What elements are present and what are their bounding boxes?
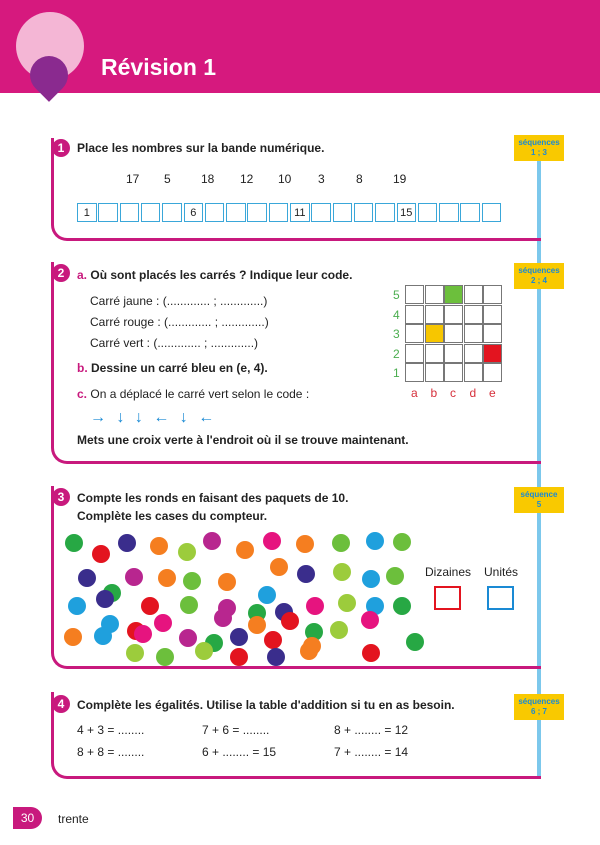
equation[interactable]: 6 + ........ = 15 (202, 745, 277, 759)
tag-line: séquence (520, 490, 558, 499)
grid-cell[interactable] (464, 363, 483, 382)
exercise-2-number: 2 (52, 264, 70, 282)
grid-cell[interactable] (444, 363, 463, 382)
part-b-letter: b. (77, 361, 88, 375)
counting-dot (362, 644, 380, 662)
answer-line-red[interactable]: Carré rouge : (............. ; .............) (90, 315, 269, 329)
counting-dot (65, 534, 83, 552)
counting-dot (218, 573, 236, 591)
sequence-line (537, 160, 541, 777)
number-line-cell[interactable] (141, 203, 161, 222)
equation[interactable]: 7 + ........ = 14 (334, 745, 409, 759)
grid-cell[interactable] (464, 324, 483, 343)
grid-cell[interactable] (425, 344, 444, 363)
counting-dot (281, 612, 299, 630)
part-c-final: Mets une croix verte à l'endroit où il se trouve maintenant. (77, 433, 409, 447)
number-line-cell[interactable] (333, 203, 353, 222)
grid-row-label: 1 (393, 366, 400, 380)
counting-dot (332, 534, 350, 552)
number-line-cell[interactable] (439, 203, 459, 222)
counting-dot (195, 642, 213, 660)
grid-cell[interactable] (425, 305, 444, 324)
part-a-text: Où sont placés les carrés ? Indique leur code. (90, 268, 353, 282)
counting-dot (393, 597, 411, 615)
exercise-1-tag (514, 135, 564, 161)
exercise-3-tag (514, 487, 564, 513)
counting-dot (366, 532, 384, 550)
counting-dot (94, 627, 112, 645)
tag-line: 5 (536, 500, 542, 509)
counting-dot (178, 543, 196, 561)
number-to-place: 17 (126, 172, 140, 186)
exercise-4-number: 4 (52, 695, 70, 713)
number-line-cell[interactable] (247, 203, 267, 222)
counting-dot (125, 568, 143, 586)
equation[interactable]: 4 + 3 = ........ (77, 723, 145, 737)
counting-dot (333, 563, 351, 581)
exercise-3-line-2: Complète les cases du compteur. (77, 509, 268, 523)
page-number: 30 (13, 807, 42, 829)
arrow-code: → ↓ ↓ ← ↓ ← (90, 409, 218, 426)
counting-dot (134, 625, 152, 643)
counting-dot (158, 569, 176, 587)
page-word: trente (58, 812, 89, 826)
dizaines-label: Dizaines (425, 565, 472, 579)
number-line-cell[interactable] (269, 203, 289, 222)
equation[interactable]: 8 + ........ = 12 (334, 723, 409, 737)
part-c-text: On a déplacé le carré vert selon le code : (90, 387, 310, 401)
number-line-cell[interactable] (375, 203, 395, 222)
number-to-place: 19 (393, 172, 407, 186)
grid-row-label: 2 (393, 346, 400, 361)
counting-dot (230, 648, 248, 666)
number-to-place: 5 (164, 172, 171, 186)
number-line-cell[interactable] (205, 203, 225, 222)
part-a (77, 268, 352, 282)
tag-line: séquences (518, 138, 560, 147)
counting-dot (126, 644, 144, 662)
counting-dot (338, 594, 356, 612)
counting-dot (361, 611, 379, 629)
counting-dot (150, 537, 168, 555)
tag-line: séquences (518, 697, 560, 706)
number-to-place: 10 (278, 172, 292, 186)
counting-dot (230, 628, 248, 646)
tag-line: 2 ; 4 (530, 276, 547, 285)
grid-col-label: b (430, 385, 438, 400)
grid-cell[interactable] (425, 324, 444, 343)
counting-dot (297, 565, 315, 583)
equation[interactable]: 8 + 8 = ........ (77, 745, 145, 759)
counting-dot (141, 597, 159, 615)
counting-dot (64, 628, 82, 646)
grid-cell[interactable] (483, 285, 502, 304)
counting-dot (78, 569, 96, 587)
number-line-cell[interactable] (162, 203, 182, 222)
counting-dot (156, 648, 174, 666)
number-line-cell[interactable]: 1 (77, 203, 97, 222)
counting-dot (267, 648, 285, 666)
counting-dot (180, 596, 198, 614)
grid-row-label: 5 (393, 288, 400, 302)
grid-cell[interactable] (405, 285, 424, 304)
counting-dot (154, 614, 172, 632)
number-line-cell[interactable] (120, 203, 140, 222)
counting-dot (393, 533, 411, 551)
grid-cell[interactable] (464, 285, 483, 304)
number-line-cell[interactable] (311, 203, 331, 222)
counting-dot (203, 532, 221, 550)
grid-cell[interactable] (425, 363, 444, 382)
counting-dot (68, 597, 86, 615)
counting-dot (263, 532, 281, 550)
grid-cell[interactable] (464, 305, 483, 324)
number-line-cell[interactable] (98, 203, 118, 222)
tag-line: 1 ; 3 (530, 148, 547, 157)
part-b-text: Dessine un carré bleu en (e, 4). (91, 361, 268, 375)
exercise-4-tag (514, 694, 564, 720)
counting-dot (248, 616, 266, 634)
grid-col-label: d (469, 385, 477, 400)
grid-col-label: c (450, 385, 456, 400)
number-line-cell[interactable] (226, 203, 246, 222)
counting-dot (386, 567, 404, 585)
answer-line-yellow[interactable]: Carré jaune : (............. ; .............) (90, 294, 268, 308)
counting-dot (330, 621, 348, 639)
counting-dot (118, 534, 136, 552)
part-c-letter: c. (77, 387, 88, 401)
number-line-cell[interactable] (482, 203, 502, 222)
counting-dot (236, 541, 254, 559)
counting-dot (296, 535, 314, 553)
number-to-place: 3 (318, 172, 325, 186)
number-line-cell[interactable] (418, 203, 438, 222)
grid-cell[interactable] (405, 363, 424, 382)
grid-cell[interactable] (464, 344, 483, 363)
number-to-place: 12 (240, 172, 254, 186)
page-title: Révision 1 (101, 54, 217, 80)
page-header (0, 0, 600, 93)
tag-line: séquences (518, 266, 560, 275)
counting-dot (362, 570, 380, 588)
grid-row-label: 3 (393, 327, 400, 341)
exercise-1-number: 1 (52, 139, 70, 157)
grid-cell[interactable] (405, 344, 424, 363)
exercise-2-tag (514, 263, 564, 289)
exercise-1-instruction: Place les nombres sur la bande numérique. (77, 141, 325, 155)
number-line-cell[interactable]: 11 (290, 203, 310, 222)
answer-line-green[interactable]: Carré vert : (............. ; .............) (90, 336, 259, 350)
part-b (77, 361, 268, 375)
number-line-cell[interactable] (354, 203, 374, 222)
exercise-3-number: 3 (52, 488, 70, 506)
number-line-cell[interactable]: 6 (184, 203, 204, 222)
grid-cell[interactable] (444, 305, 463, 324)
dizaines-box[interactable] (434, 586, 461, 610)
equation[interactable]: 7 + 6 = ........ (202, 723, 270, 737)
part-a-letter: a. (77, 268, 88, 282)
grid-cell[interactable] (425, 285, 444, 304)
counting-dot (96, 590, 114, 608)
counting-dot (306, 597, 324, 615)
counting-dot (264, 631, 282, 649)
grid-row-label: 4 (393, 307, 400, 322)
grid-cell[interactable] (444, 344, 463, 363)
number-to-place: 8 (356, 172, 363, 186)
counting-dot (406, 633, 424, 651)
number-line-cell[interactable] (460, 203, 480, 222)
exercise-3-line-1: Compte les ronds en faisant des paquets de 10. (77, 491, 349, 505)
number-to-place: 18 (201, 172, 215, 186)
exercise-4-instruction: Complète les égalités. Utilise la table d'addition si tu en as besoin. (77, 698, 455, 712)
tag-line: 6 ; 7 (530, 707, 547, 716)
number-line-cell[interactable]: 15 (397, 203, 417, 222)
grid-col-label: a (411, 385, 418, 400)
grid-cell[interactable] (483, 324, 502, 343)
counting-dot (270, 558, 288, 576)
grid-cell[interactable] (483, 363, 502, 382)
counting-dot (258, 586, 276, 604)
grid-cell[interactable] (483, 305, 502, 324)
grid-cell[interactable] (444, 285, 463, 304)
grid-cell[interactable] (405, 305, 424, 324)
grid-cell[interactable] (483, 344, 502, 363)
unites-label: Unités (484, 565, 519, 579)
counting-dot (179, 629, 197, 647)
unites-box[interactable] (487, 586, 514, 610)
grid-col-label: e (489, 385, 496, 400)
counting-dot (303, 637, 321, 655)
grid-cell[interactable] (405, 324, 424, 343)
counting-dot (183, 572, 201, 590)
part-c (77, 387, 309, 401)
counting-dot (214, 609, 232, 627)
counting-dot (92, 545, 110, 563)
grid-cell[interactable] (444, 324, 463, 343)
